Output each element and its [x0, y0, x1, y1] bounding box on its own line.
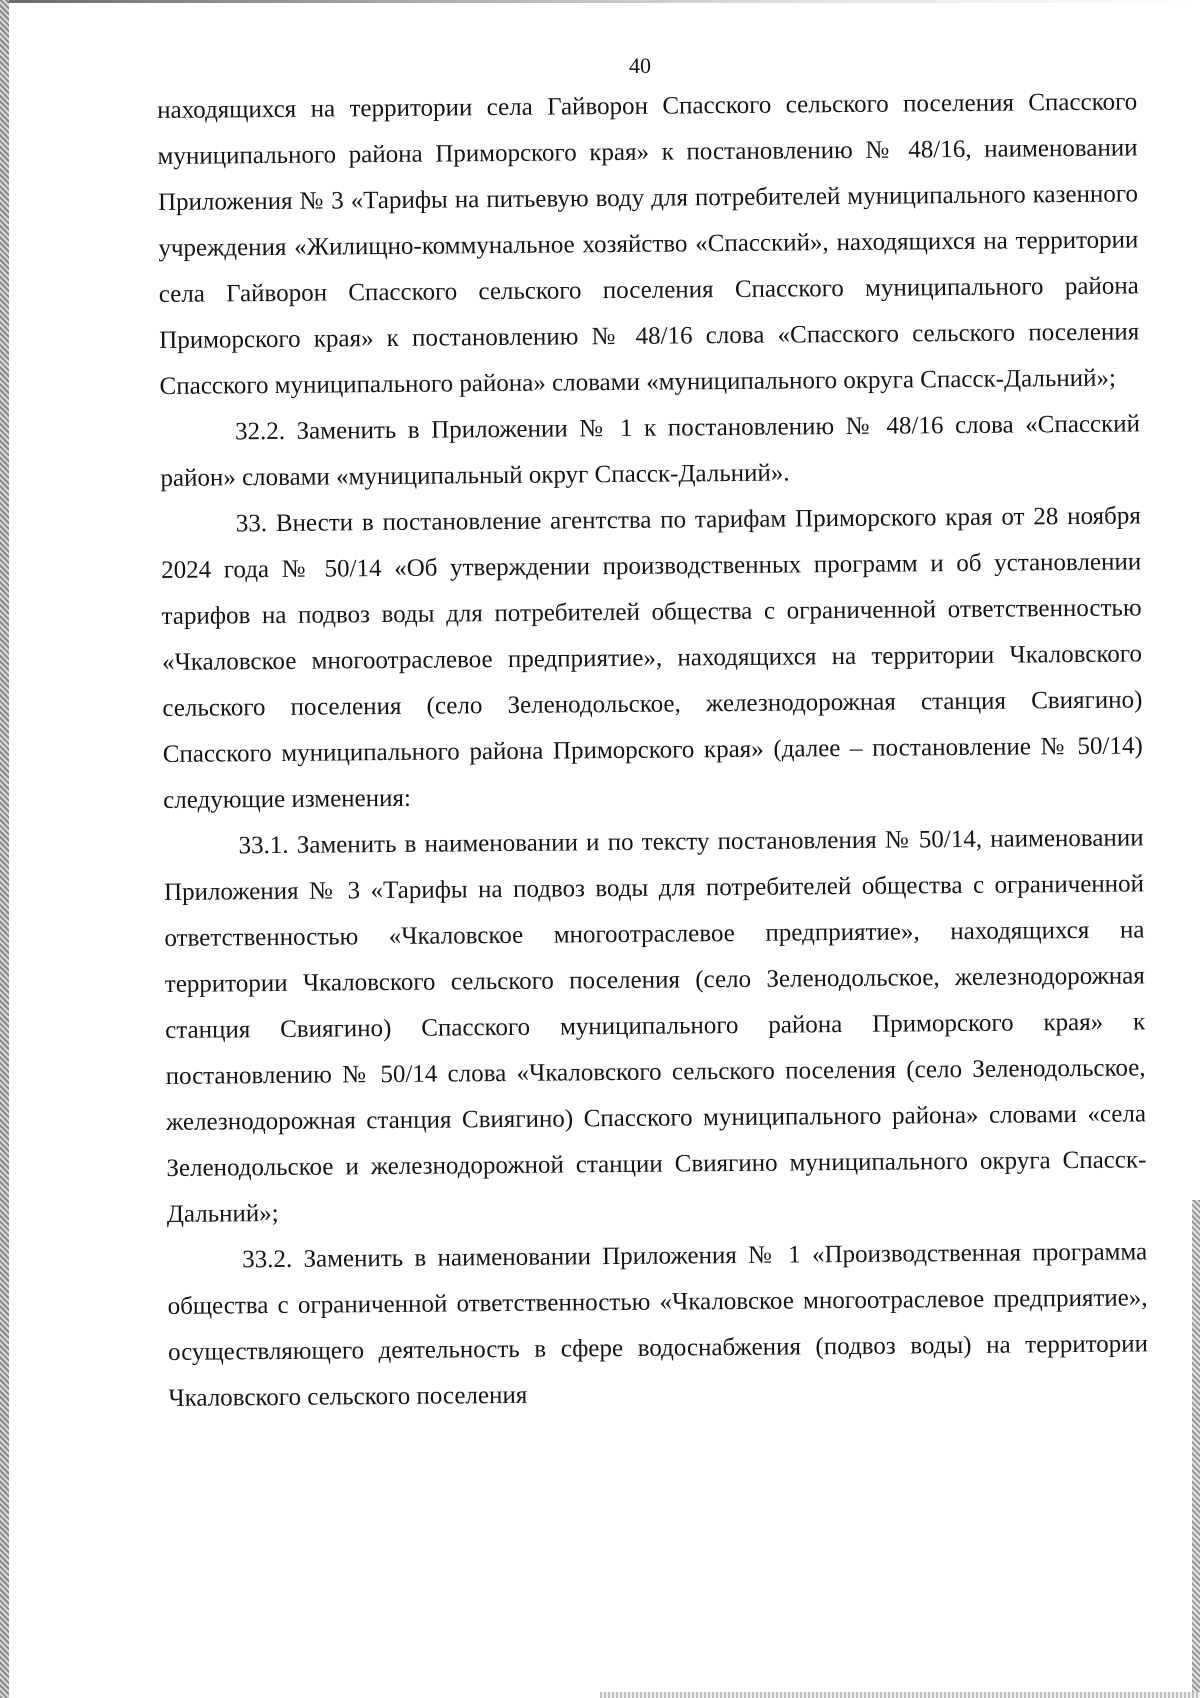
scan-border-right: [1192, 1200, 1200, 1698]
scan-border-top: [0, 0, 1200, 3]
page-number: 40: [629, 53, 651, 78]
document-body: [157, 79, 1149, 1422]
scan-border-bottom: [600, 1692, 1200, 1698]
paragraph-33-1: 33.1. Заменить в наименовании и по тексту постановления № 50/14, наименовании Приложения № 3 «Тарифы на подвоз воды для потребителей общества с ограниченной ответственностью «Чкаловское многоотраслевое предприятие», находящихся на территории Чкаловского сельского поселения (село Зеленодольское, железнодорожная станция Свиягино) Спасского муниципального района Приморского края» к постановлению № 50/14 слова «Чкаловского сельского поселения (село Зеленодольское, железнодорожная станция Свиягино) Спасского муниципального района» словами «села Зеленодольское и железнодорожной станции Свиягино муниципального округа Спасск-Дальний»;: [163, 824, 1147, 1228]
scan-border-left: [0, 0, 9, 1698]
paragraph-32-1-continuation: находящихся на территории села Гайворон Спасского сельского поселения Спасского муниципального района Приморского края» к постановлению № 48/16, наименовании Приложения № 3 «Тарифы на питьевую воду для потребителей муниципального казенного учреждения «Жилищно-коммунальное хозяйство «Спасский», находящихся на территории села Гайворон Спасского сельского поселения Спасского муниципального района Приморского края» к постановлению № 48/16 слова «Спасского сельского поселения Спасского муниципального района» словами «муниципального округа Спасск-Дальний»;: [157, 88, 1140, 400]
paragraph-33: 33. Внести в постановление агентства по тарифам Приморского края от 28 ноября 2024 года № 50/14 «Об утверждении производственных программ и об установлении тарифов на подвоз воды для потребителей общества с ограниченной ответственностью «Чкаловское многоотраслевое предприятие», находящихся на территории Чкаловского сельского поселения (село Зеленодольское, железнодорожная станция Свиягино) Спасского муниципального района Приморского края» (далее – постановление № 50/14) следующие изменения:: [161, 502, 1143, 814]
paragraph-33-2: 33.2. Заменить в наименовании Приложения № 1 «Производственная программа общества с ограниченной ответственностью «Чкаловское многоотраслевое предприятие», осуществляющего деятельность в сфере водоснабжения (подвоз воды) на территории Чкаловского сельского поселения: [167, 1238, 1149, 1412]
paragraph-32-2: 32.2. Заменить в Приложении № 1 к постановлению № 48/16 слова «Спасский район» словами «муниципальный округ Спасск-Дальний».: [160, 410, 1141, 492]
